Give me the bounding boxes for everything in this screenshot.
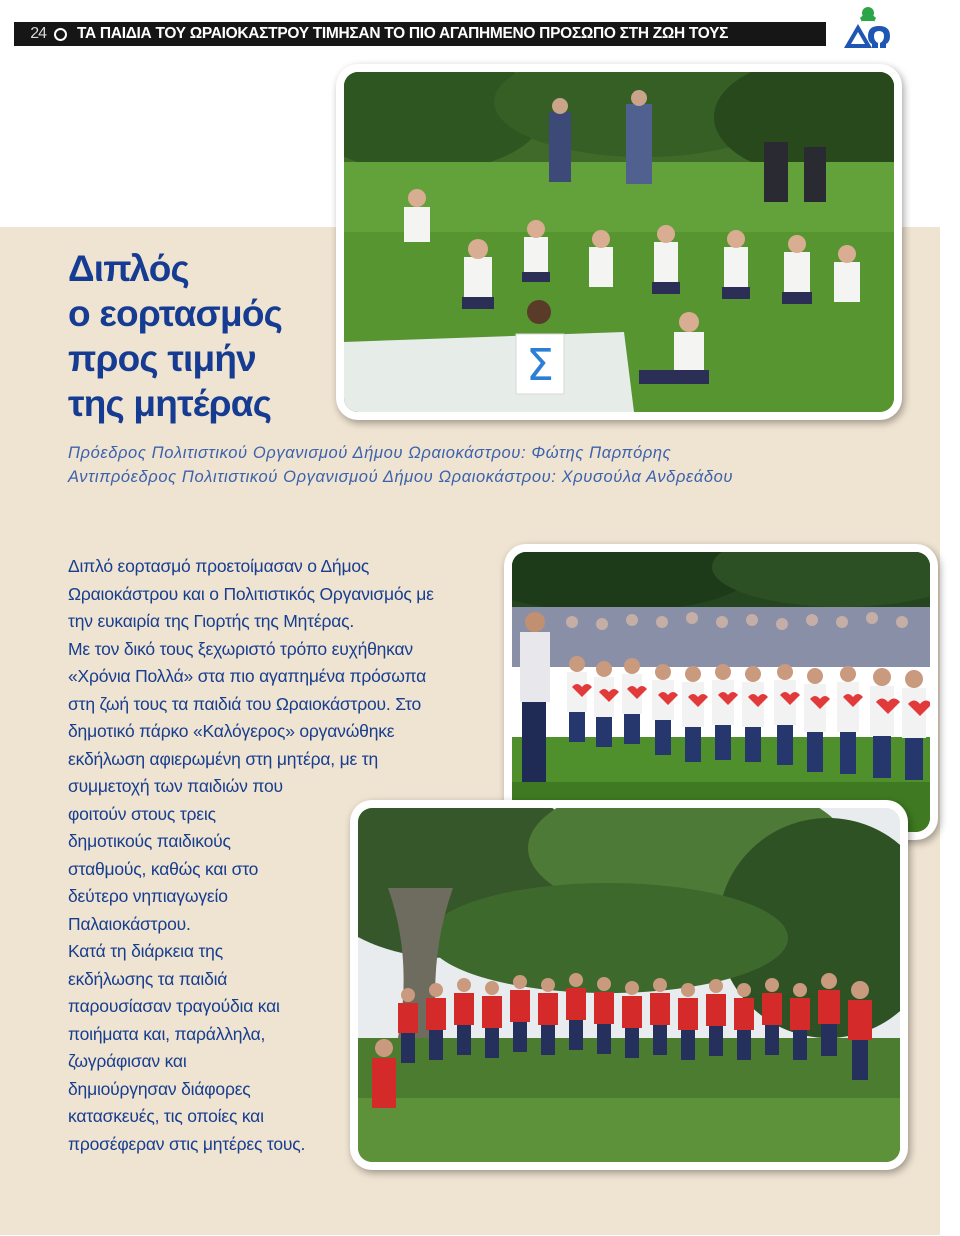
body-line: δεύτερο νηπιαγωγείο (68, 886, 228, 906)
body-line: εκδήλωση αφιερωμένη στη μητέρα, με τη (68, 748, 378, 769)
body-line: Κατά τη διάρκεια της (68, 941, 223, 961)
body-line: «Χρόνια Πολλά» στα πιο αγαπημένα πρόσωπα (68, 666, 427, 686)
body-line: παρουσίασαν τραγούδια και (68, 996, 280, 1016)
body-line: δημοτικό πάρκο «Καλόγερος» οργανώθηκε (68, 721, 395, 741)
title-line: ο εορτασμός (68, 293, 283, 334)
sign-letter: Σ (526, 340, 554, 391)
title-line: προς τιμήν (68, 338, 256, 379)
credit-vice-president: Αντιπρόεδρος Πολιτιστικού Οργανισμού Δήμου Ωραιοκάστρου: Χρυσούλα Ανδρεάδου (68, 468, 734, 486)
body-line: κατασκευές, τις οποίες και (68, 1106, 264, 1126)
article-title (68, 246, 328, 426)
credit-president: Πρόεδρος Πολιτιστικού Οργανισμού Δήμου Ωραιοκάστρου: Φώτης Παρπόρης (68, 444, 672, 462)
photo-bottom (350, 800, 908, 1170)
body-line: Με τον δικό τους ξεχωριστό τρόπο ευχήθηκαν (68, 638, 413, 659)
photo-children-red-shirts (358, 808, 900, 1162)
body-line: εκδήλωσης τα παιδιά (68, 968, 228, 989)
body-line: φοιτούν στους τρεις (68, 803, 216, 824)
body-line: σταθμούς, καθώς και στο (68, 858, 259, 879)
body-line: την ευκαιρία της Γιορτής της Μητέρας. (68, 611, 355, 631)
body-line: Διπλό εορτασμό προετοίμασαν ο Δήμος (68, 556, 370, 576)
photo-children-exercise (344, 72, 894, 412)
body-line: δημοτικούς παιδικούς (68, 831, 231, 851)
page-number: 24 (30, 25, 46, 42)
body-line: ποιήματα και, παράλληλα, (68, 1023, 266, 1044)
title-line: της μητέρας (68, 383, 272, 424)
body-line: δημιούργησαν διάφορες (68, 1078, 251, 1099)
photo-middle (504, 544, 938, 840)
bullet-icon (54, 28, 67, 41)
municipality-logo-icon (838, 4, 894, 52)
body-line: προσέφεραν στις μητέρες τους. (68, 1133, 306, 1154)
body-line: στη ζωή τους τα παιδιά του Ωραιοκάστρου. Στο (68, 693, 421, 714)
header-bar (14, 22, 826, 46)
body-line: Παλαιοκάστρου. (68, 913, 191, 934)
title-line: Διπλός (68, 248, 189, 289)
body-line: συμμετοχή των παιδιών που (68, 776, 283, 796)
body-line: ζωγράφισαν και (68, 1051, 187, 1071)
photo-top (336, 64, 902, 420)
body-line: Ωραιοκάστρου και ο Πολιτιστικός Οργανισμός με (68, 583, 434, 604)
photo-children-hearts (512, 552, 930, 832)
header-title: ΤΑ ΠΑΙΔΙΑ ΤΟΥ ΩΡΑΙΟΚΑΣΤΡΟΥ ΤΙΜΗΣΑΝ ΤΟ ΠΙΟ ΑΓΑΠΗΜΕΝΟ ΠΡΟΣΩΠΟ ΣΤΗ ΖΩΗ ΤΟΥΣ (77, 25, 729, 42)
